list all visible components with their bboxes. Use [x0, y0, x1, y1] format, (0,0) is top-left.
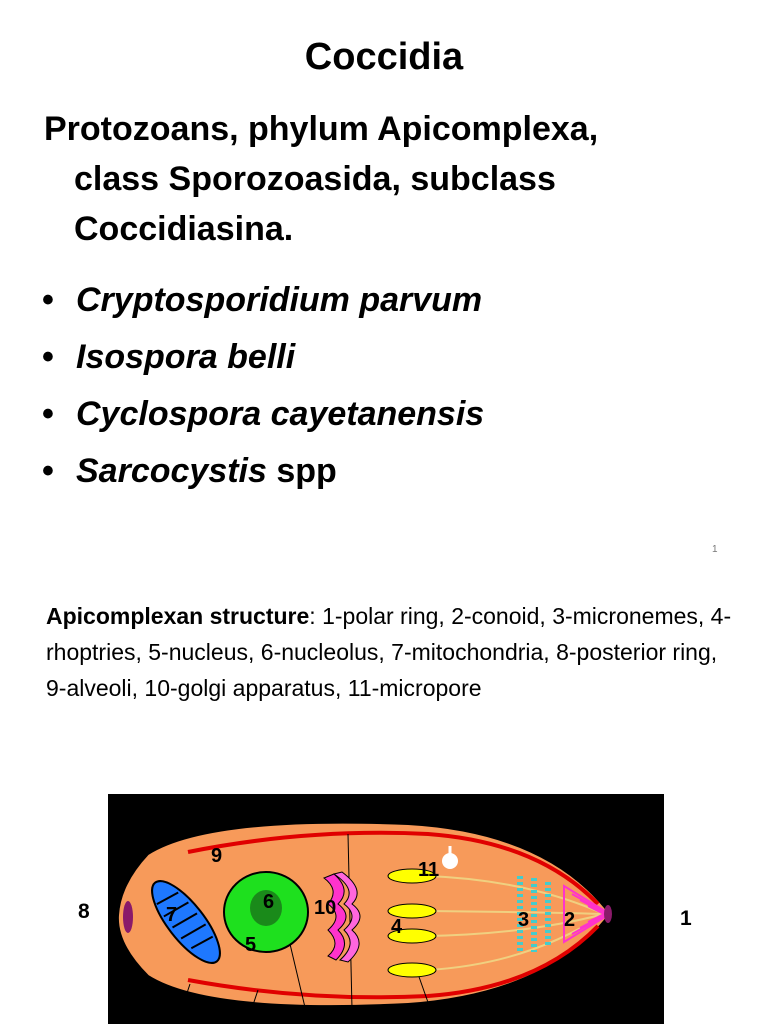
species-suffix: spp: [266, 452, 337, 490]
species-name: Cryptosporidium parvum: [76, 281, 483, 319]
label-8: 8: [78, 900, 90, 923]
classification-line-3: Coccidiasina.: [74, 210, 294, 248]
classification-line-2: class Sporozoasida, subclass: [74, 160, 556, 198]
rhoptry: [388, 963, 436, 977]
structure-description: [46, 598, 736, 706]
bullet-icon: •: [42, 395, 54, 433]
species-item: [40, 386, 484, 443]
classification-text: [44, 104, 744, 254]
label-4: 4: [391, 916, 403, 938]
diagram-svg: [108, 794, 664, 1024]
label-10: 10: [314, 897, 337, 919]
species-name: Isospora belli: [76, 338, 296, 376]
classification-line-1: Protozoans, phylum Apicomplexa,: [44, 110, 599, 148]
species-item: [40, 272, 484, 329]
label-9: 9: [211, 845, 223, 867]
slide-title: Coccidia: [304, 36, 464, 78]
species-item: [40, 329, 484, 386]
species-list: [40, 272, 484, 500]
description-text: : 1-polar ring, 2-conoid, 3-micronemes, 4-rhoptries, 5-nucleus, 6-nucleolus, 7-mitochondria, 8-posterior ring, 9-alveoli, 10-golgi apparatus, 11-micropore: [46, 603, 732, 701]
description-heading: Apicomplexan structure: [46, 603, 310, 629]
bullet-icon: •: [42, 452, 54, 490]
label-6: 6: [263, 891, 275, 913]
bullet-icon: •: [42, 281, 54, 319]
label-7: 7: [166, 904, 178, 926]
species-name: Sarcocystis: [76, 452, 267, 490]
page-number: 1: [712, 544, 718, 555]
polar-ring: [604, 905, 612, 923]
label-5: 5: [245, 934, 257, 956]
label-3: 3: [518, 909, 530, 931]
bullet-icon: •: [42, 338, 54, 376]
species-name: Cyclospora cayetanensis: [76, 395, 485, 433]
label-11: 11: [418, 859, 440, 881]
apicomplexan-diagram: [108, 794, 664, 1024]
label-1: 1: [680, 907, 692, 930]
label-2: 2: [564, 909, 576, 931]
species-item: [40, 443, 484, 500]
posterior-ring: [123, 901, 133, 933]
